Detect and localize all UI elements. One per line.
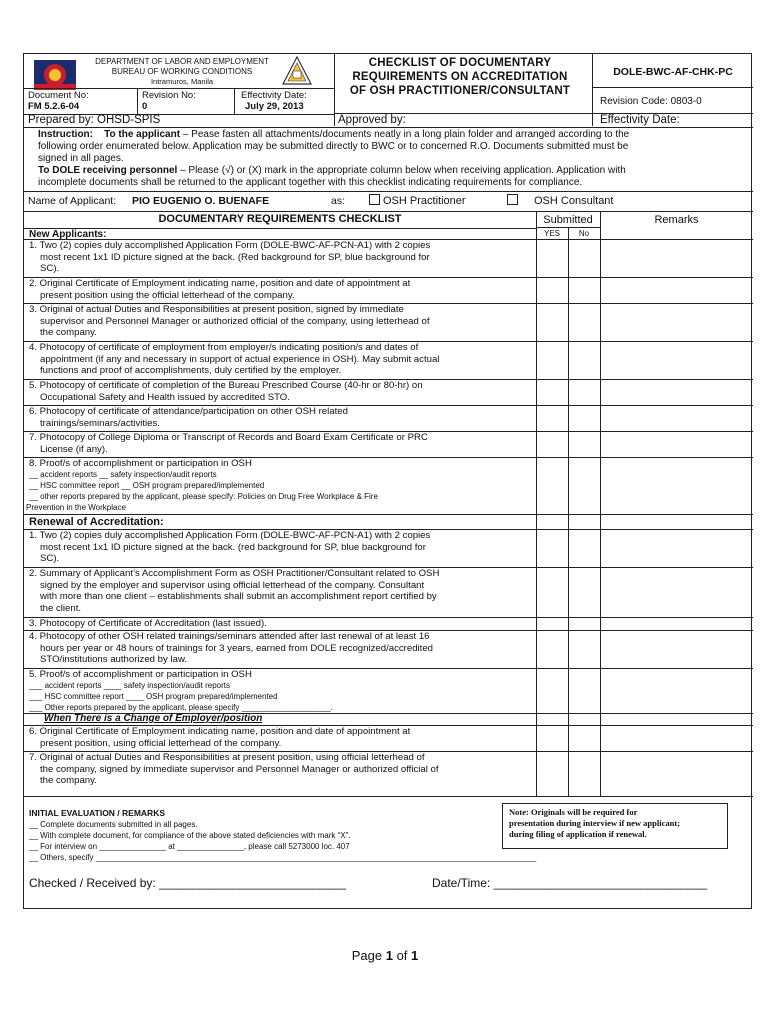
revision-no: 0: [142, 101, 148, 112]
osh-consultant-checkbox[interactable]: [507, 194, 518, 205]
change-employer-title: When There is a Change of Employer/position: [44, 713, 263, 724]
effectivity-date: July 29, 2013: [245, 101, 304, 112]
applicant-name: PIO EUGENIO O. BUENAFE: [132, 195, 270, 207]
remarks-header: Remarks: [654, 214, 699, 226]
new-item-6: 6. Photocopy of certificate of attendance/participation on other OSH related trainings/seminars/activities.: [29, 406, 348, 429]
new-item-8-sub4: Prevention in the Workplace: [26, 503, 126, 512]
effectivity-label: Effectivity Date:: [241, 90, 307, 101]
dole-logo-icon: [34, 60, 76, 90]
new-item-1: 1. Two (2) copies duly accomplished Application Form (DOLE-BWC-AF-PCN-A1) with 2 copies most recent 1x1 ID picture signed at the back. (Red background for SP, blue background for SC).: [29, 240, 431, 275]
form-title-line2: REQUIREMENTS ON ACCREDITATION: [352, 71, 568, 83]
checklist-form: [23, 53, 752, 909]
new-applicants-title: New Applicants:: [29, 229, 107, 240]
applicant-label: Name of Applicant:: [28, 195, 117, 207]
renewal-title: Renewal of Accreditation:: [29, 516, 164, 528]
renewal-item-4: 4. Photocopy of other OSH related trainings/seminars attended after last renewal of at least 16 hours per year or 48 hours of trainings for 3 years, earned from DOLE recognized/accredited STO/institutions authorized by law.: [29, 631, 434, 666]
form-code: DOLE-BWC-AF-CHK-PC: [613, 66, 733, 78]
instruction-dole-line1: To DOLE receiving personnel – Please (√) or (X) mark in the appropriate column below when receiving application. Application with: [38, 165, 626, 176]
new-item-8-sub1: __ accident reports __ safety inspection/audit reports: [29, 470, 217, 479]
form-title-line1: CHECKLIST OF DOCUMENTARY: [368, 57, 552, 69]
yes-column-header: YES: [543, 229, 560, 238]
osh-consultant-option[interactable]: OSH Consultant: [507, 194, 613, 207]
new-item-5: 5. Photocopy of certificate of completion of the Bureau Prescribed Course (40-hr or 80-hr) on Occupational Safety and Health issued by accredited STO.: [29, 380, 423, 403]
new-item-2: 2. Original Certificate of Employment indicating name, position and date of appointment at present position using the official letterhead of the company.: [29, 278, 411, 301]
department-name: DEPARTMENT OF LABOR AND EMPLOYMENT: [95, 57, 269, 66]
evaluation-title: INITIAL EVALUATION / REMARKS: [29, 808, 165, 818]
note-box: Note: Originals will be required for presentation during interview if new applicant; during filing of application if renewal.: [502, 803, 728, 849]
osh-practitioner-checkbox[interactable]: [369, 194, 380, 205]
instruction-line3: signed in all pages.: [38, 153, 124, 164]
renewal-item-6: 6. Original Certificate of Employment indicating name, position and date of appointment at present position, using official letterhead of the company.: [29, 726, 411, 749]
bureau-name: BUREAU OF WORKING CONDITIONS: [111, 67, 253, 76]
evaluation-line3: __ For interview on _______________ at _______________, please call 5273000 loc. 407: [29, 842, 350, 851]
form-title-line3: OF OSH PRACTITIONER/CONSULTANT: [349, 85, 571, 97]
new-item-4: 4. Photocopy of certificate of employment from employer/s indicating position/s and dates of appointment (if any and necessary in support of actual experience in OSH). May submit actual functions and proof of accomplishments, duly certified by the employer.: [29, 342, 440, 377]
evaluation-line2: __ With complete document, for compliance of the above stated deficiencies with mark “X”.: [29, 831, 351, 840]
instruction-line1: Instruction: To the applicant – Pease fasten all attachments/documents neatly in a long plain folder and arranged according to the: [38, 129, 630, 140]
document-no: FM 5.2.6-04: [28, 101, 80, 112]
effectivity-date-footer-label: Effectivity Date:: [600, 114, 680, 126]
revision-no-label: Revision No:: [142, 90, 196, 101]
new-item-3: 3. Original of actual Duties and Responsibilities at present position, signed by immediate supervisor and Personnel Manager or authorized official of the company, using letterhead of the company.: [29, 304, 430, 339]
evaluation-line4: __ Others, specify ___________________________________________________________________________________________________: [29, 853, 537, 862]
checked-by: Checked / Received by: ____________________________: [29, 876, 346, 890]
prepared-by: Prepared by: OHSD-SPIS: [28, 114, 161, 126]
renewal-item-5: 5. Proof/s of accomplishment or participation in OSH: [29, 669, 252, 680]
new-item-8-sub2: __ HSC committee report __ OSH program prepared/implemented: [29, 481, 265, 490]
approved-by: Approved by:: [338, 114, 406, 126]
evaluation-line1: __ Complete documents submitted in all pages.: [29, 820, 198, 829]
page-number: Page 1 of 1: [351, 948, 419, 963]
renewal-item-5-sub3: ___ Other reports prepared by the applicant, please specify ____________________.: [29, 703, 333, 712]
bureau-location: Intramuros, Manila: [150, 77, 214, 86]
instruction-line2: following order enumerated below. Application may be submitted directly to BWC or to concerned R.O. Documents submitted must be: [38, 141, 629, 152]
renewal-item-3: 3. Photocopy of Certificate of Accreditation (last issued).: [29, 618, 267, 629]
renewal-item-7: 7. Original of actual Duties and Responsibilities at present position, using official letterhead of the company, signed by immediate supervisor and Personnel Manager or authorized official of the company.: [29, 752, 439, 787]
renewal-item-1: 1. Two (2) copies duly accomplished Application Form (DOLE-BWC-AF-PCN-A1) with 2 copies most recent 1x1 ID picture signed at the back. (red background for SP, blue background for SC).: [29, 530, 431, 565]
renewal-item-5-sub1: ___ accident reports ____ safety inspection/audit reports: [29, 681, 231, 690]
date-time: Date/Time: ________________________________: [432, 876, 708, 890]
document-no-label: Document No:: [28, 90, 89, 101]
osh-practitioner-option[interactable]: OSH Practitioner: [369, 194, 466, 207]
submitted-header: Submitted: [543, 214, 593, 226]
new-item-8: 8. Proof/s of accomplishment or participation in OSH: [29, 458, 252, 469]
no-column-header: No: [578, 229, 590, 238]
applicant-as-label: as:: [331, 195, 346, 207]
bwc-seal-icon: [282, 56, 312, 86]
table-title: DOCUMENTARY REQUIREMENTS CHECKLIST: [158, 213, 402, 225]
renewal-item-5-sub2: ___ HSC committee report ____ OSH program prepared/implemented: [29, 692, 278, 701]
new-item-7: 7. Photocopy of College Diploma or Transcript of Records and Board Exam Certificate or PRC License (if any).: [29, 432, 428, 455]
renewal-item-2: 2. Summary of Applicant’s Accomplishment Form as OSH Practitioner/Consultant related to OSH signed by the employer and supervisor using official letterhead of the company. Consultant with more than one client – establishments shall submit an accomplishment report certified by the client.: [29, 568, 440, 614]
new-item-8-sub3: __ other reports prepared by the applicant, please specify: Policies on Drug Free Workplace & Fire: [29, 492, 378, 501]
revision-code: Revision Code: 0803-0: [600, 96, 702, 107]
instruction-dole-line2: incomplete documents shall be returned to the applicant together with this checklist indicating requirements for compliance.: [38, 177, 583, 188]
